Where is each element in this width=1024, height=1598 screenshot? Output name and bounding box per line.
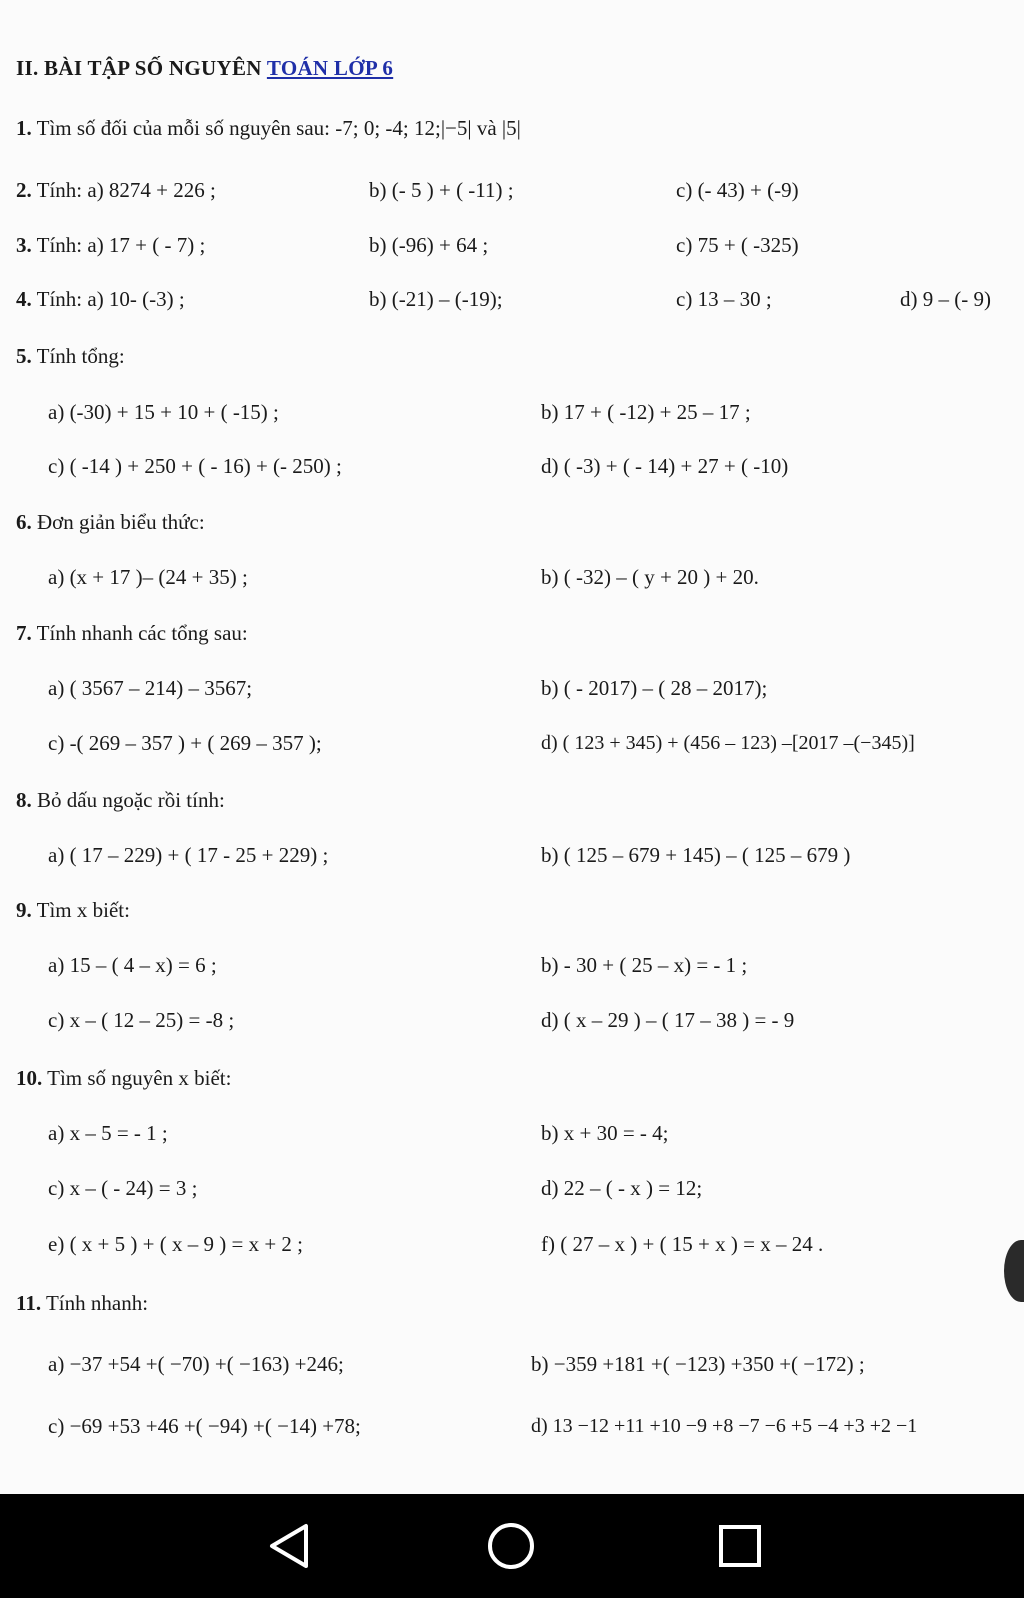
q11-part-c: c) −69 +53 +46 +( −94) +( −14) +78; xyxy=(48,1414,361,1438)
question-number: 8. xyxy=(16,788,32,812)
q5-part-a: a) (-30) + 15 + 10 + ( -15) ; xyxy=(48,400,279,424)
q5-part-d: d) ( -3) + ( - 14) + 27 + ( -10) xyxy=(541,454,789,478)
question-1 xyxy=(16,108,1024,148)
q7-part-c: c) -( 269 – 357 ) + ( 269 – 357 ); xyxy=(48,731,322,755)
question-label: Tính tổng: xyxy=(36,344,125,368)
question-7 xyxy=(16,613,1024,653)
q9-part-a: a) 15 – ( 4 – x) = 6 ; xyxy=(48,953,217,977)
question-10 xyxy=(16,1058,1024,1098)
question-text: Tìm số đối của mỗi số nguyên sau: -7; 0; -4; 12;|−5| và |5| xyxy=(36,116,521,140)
q6-row-1 xyxy=(16,557,1024,597)
q11-part-d: d) 13 −12 +11 +10 −9 +8 −7 −6 +5 −4 +3 +2 −1 xyxy=(531,1415,918,1437)
question-number: 10. xyxy=(16,1066,43,1090)
question-3 xyxy=(16,225,1024,265)
q10-row-3 xyxy=(16,1224,1024,1264)
back-triangle-icon[interactable] xyxy=(260,1516,320,1576)
question-label: Tìm số nguyên x biết: xyxy=(47,1066,232,1090)
q7-row-2 xyxy=(16,723,1024,763)
question-6 xyxy=(16,502,1024,542)
q7-part-d: d) ( 123 + 345) + (456 – 123) –[2017 –(−345)] xyxy=(541,732,915,754)
question-number: 4. xyxy=(16,287,32,311)
q8-part-a: a) ( 17 – 229) + ( 17 - 25 + 229) ; xyxy=(48,843,329,867)
q5-row-1 xyxy=(16,392,1024,432)
q10-part-e: e) ( x + 5 ) + ( x – 9 ) = x + 2 ; xyxy=(48,1232,303,1256)
q4-part-a: Tính: a) 10- (-3) ; xyxy=(36,287,185,311)
question-2 xyxy=(16,170,1024,210)
q10-part-f: f) ( 27 – x ) + ( 15 + x ) = x – 24 . xyxy=(541,1232,824,1256)
q5-part-c: c) ( -14 ) + 250 + ( - 16) + (- 250) ; xyxy=(48,454,342,478)
q11-row-2 xyxy=(16,1406,1024,1446)
section-title-link[interactable]: TOÁN LỚP 6 xyxy=(266,56,394,80)
question-11 xyxy=(16,1283,1024,1323)
q7-row-1 xyxy=(16,668,1024,708)
q7-part-b: b) ( - 2017) – ( 28 – 2017); xyxy=(541,676,768,700)
question-8 xyxy=(16,780,1024,820)
question-number: 11. xyxy=(16,1291,42,1315)
q4-part-b: b) (-21) – (-19); xyxy=(369,287,503,311)
question-number: 6. xyxy=(16,510,32,534)
q2-part-c: c) (- 43) + (-9) xyxy=(676,178,799,202)
q10-row-1 xyxy=(16,1113,1024,1153)
section-title xyxy=(16,48,1024,88)
recents-square-icon[interactable] xyxy=(710,1516,770,1576)
question-number: 1. xyxy=(16,116,32,140)
question-4 xyxy=(16,279,1024,319)
question-number: 2. xyxy=(16,178,32,202)
question-label: Bỏ dấu ngoặc rồi tính: xyxy=(37,788,225,812)
q2-part-b: b) (- 5 ) + ( -11) ; xyxy=(369,178,514,202)
q6-part-a: a) (x + 17 )– (24 + 35) ; xyxy=(48,565,248,589)
q10-part-b: b) x + 30 = - 4; xyxy=(541,1121,669,1145)
q11-part-a: a) −37 +54 +( −70) +( −163) +246; xyxy=(48,1352,344,1376)
q11-row-1 xyxy=(16,1344,1024,1384)
q7-part-a: a) ( 3567 – 214) – 3567; xyxy=(48,676,253,700)
question-number: 9. xyxy=(16,898,32,922)
q3-part-b: b) (-96) + 64 ; xyxy=(369,233,489,257)
q2-part-a: Tính: a) 8274 + 226 ; xyxy=(36,178,216,202)
q5-row-2 xyxy=(16,446,1024,486)
question-number: 7. xyxy=(16,621,32,645)
home-circle-icon[interactable] xyxy=(481,1516,541,1576)
section-title-prefix: II. BÀI TẬP SỐ NGUYÊN xyxy=(16,56,267,80)
question-number: 3. xyxy=(16,233,32,257)
q4-part-c: c) 13 – 30 ; xyxy=(676,287,772,311)
q9-row-1 xyxy=(16,945,1024,985)
q5-part-b: b) 17 + ( -12) + 25 – 17 ; xyxy=(541,400,751,424)
q9-part-d: d) ( x – 29 ) – ( 17 – 38 ) = - 9 xyxy=(541,1008,795,1032)
question-number: 5. xyxy=(16,344,32,368)
q10-part-a: a) x – 5 = - 1 ; xyxy=(48,1121,168,1145)
question-label: Tính nhanh các tổng sau: xyxy=(36,621,248,645)
q10-part-d: d) 22 – ( - x ) = 12; xyxy=(541,1176,703,1200)
q9-row-2 xyxy=(16,1000,1024,1040)
q9-part-c: c) x – ( 12 – 25) = -8 ; xyxy=(48,1008,235,1032)
question-9 xyxy=(16,890,1024,930)
q9-part-b: b) - 30 + ( 25 – x) = - 1 ; xyxy=(541,953,748,977)
q11-part-b: b) −359 +181 +( −123) +350 +( −172) ; xyxy=(531,1352,865,1376)
q10-part-c: c) x – ( - 24) = 3 ; xyxy=(48,1176,198,1200)
q8-part-b: b) ( 125 – 679 + 145) – ( 125 – 679 ) xyxy=(541,843,851,867)
q8-row-1 xyxy=(16,835,1024,875)
question-label: Đơn giản biểu thức: xyxy=(37,510,205,534)
android-navigation-bar xyxy=(0,1494,1024,1598)
q6-part-b: b) ( -32) – ( y + 20 ) + 20. xyxy=(541,565,759,589)
q3-part-c: c) 75 + ( -325) xyxy=(676,233,799,257)
q3-part-a: Tính: a) 17 + ( - 7) ; xyxy=(36,233,206,257)
question-label: Tính nhanh: xyxy=(45,1291,149,1315)
question-5 xyxy=(16,336,1024,376)
question-label: Tìm x biết: xyxy=(36,898,130,922)
q10-row-2 xyxy=(16,1168,1024,1208)
q4-part-d: d) 9 – (- 9) xyxy=(900,287,991,311)
